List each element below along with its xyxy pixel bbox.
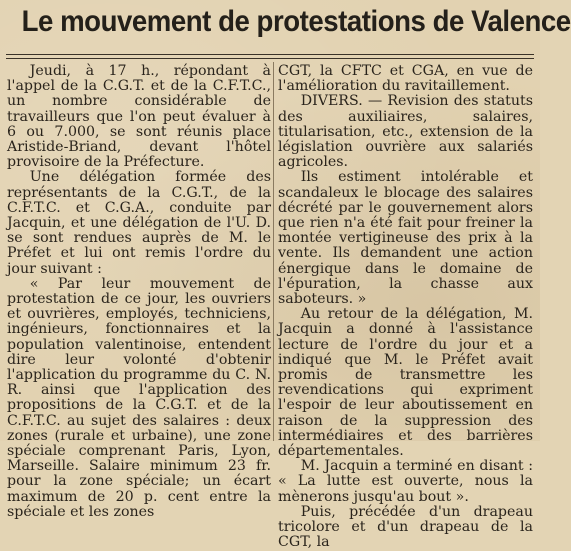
headline-rule — [6, 54, 534, 55]
paragraph: Ils estiment intolérable et scandaleux le blocage des salaires décrété par le gouvernement alors que rien n'a été fait pour freiner la montée vertigineuse des prix à la vente. Ils demandent une action énergique dans le domaine de l'épuration, la chasse aux saboteurs. » — [278, 169, 533, 308]
column-divider — [273, 62, 274, 441]
paragraph: Au retour de la délégation, M. Jacquin a donné à l'assistance lecture de l'ordre du jour et a indiqué que M. le Préfet avait promis de transmettre les revendications qui expriment l'espoir de leur aboutissement en raison de la suppression des intermédiaires et des barrières départementales. — [278, 306, 533, 460]
paragraph: Jeudi, à 17 h., répondant à l'appel de la C.G.T. et de la C.F.T.C., un nombre considérable de travailleurs que l'on peut évaluer à 6 ou 7.000, se sont réunis place Aristide-Briand, devant l'hôtel provisoire de la Préfecture. — [7, 63, 271, 171]
paragraph: « Par leur mouvement de protestation de ce jour, les ouvriers et ouvrières, employés, techniciens, ingénieurs, fonctionnaires et la population valentinoise, entendent dire leur volonté d'obtenir l'application du programme du C. N. R. ainsi que l'application des propositions de la C.G.T. et de la C.F.T.C. au sujet des salaires : deux zones (rurale et urbaine), une zone spéciale comprenant Paris, Lyon, Marseille. Salaire minimum 23 fr. pour la zone spéciale; un écart maximum de 20 p. cent entre la spéciale et les zones — [7, 275, 271, 520]
left-column — [7, 63, 271, 520]
paragraph: M. Jacquin a terminé en disant : « La lutte est ouverte, nous la mènerons jusqu'au bout ». — [278, 458, 533, 505]
right-column — [278, 63, 533, 551]
paragraph: Une délégation formée des représentants de la C.G.T., de la C.F.T.C. et C.G.A., conduite par Jacquin, et une délégation de l'U. D. se sont rendues auprès de M. le Préfet et lui ont remis l'ordre du jour suivant : — [7, 169, 271, 277]
paragraph: CGT, la CFTC et CGA, en vue de l'amélioration du ravitaillement. — [278, 63, 533, 95]
article-headline: Le mouvement de protestations de Valence — [21, 5, 571, 38]
headline-rule-thin — [6, 58, 534, 59]
paragraph: Puis, précédée d'un drapeau tricolore et d'un drapeau de la CGT, la — [278, 503, 533, 551]
paragraph: DIVERS. — Revision des statuts des auxiliaires, salaires, titularisation, etc., extension de la législation ouvrière aux salariés agricoles. — [278, 93, 533, 171]
